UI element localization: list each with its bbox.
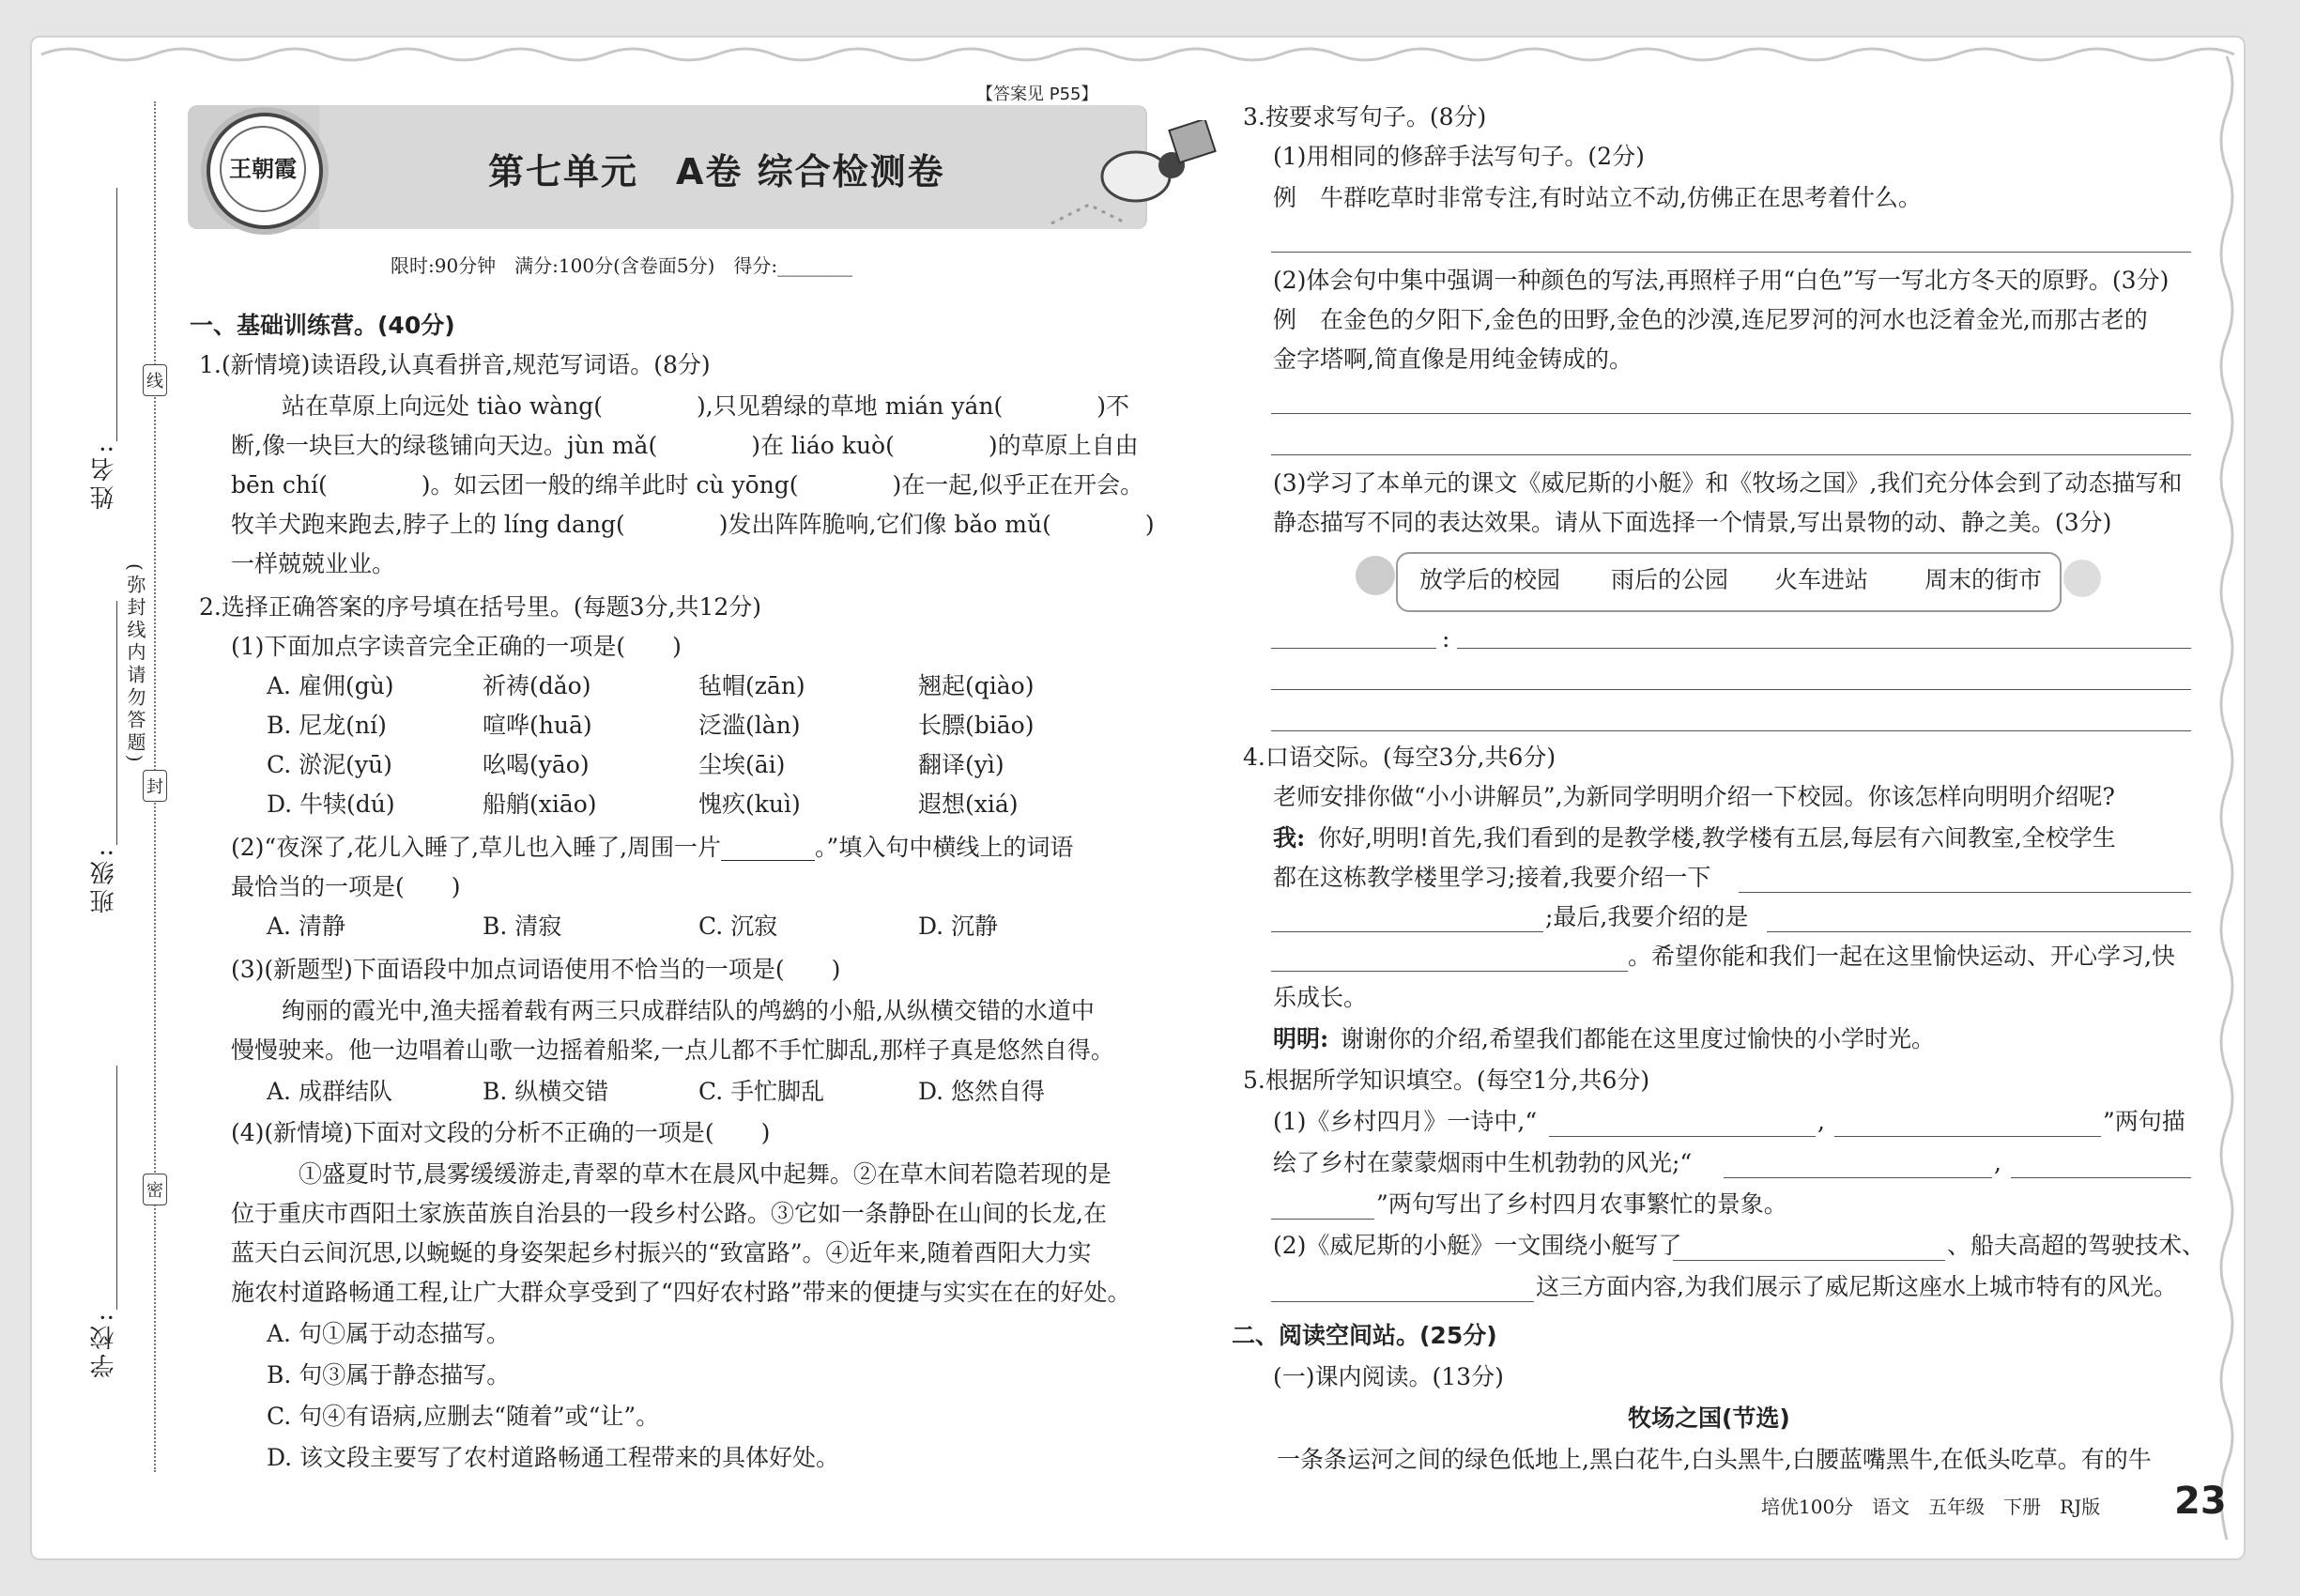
q4-me-1: 你好,明明!首先,我们看到的是教学楼,教学楼有五层,每层有六间教室,全校学生 xyxy=(1318,824,2116,852)
q2-3-stem: (3)(新题型)下面语段中加点词语使用不恰当的一项是( ) xyxy=(231,956,841,983)
q4-me-4: 。希望你能和我们一起在这里愉快运动、开心学习,快 xyxy=(1628,943,2175,970)
q3-title: 3.按要求写句子。(8分) xyxy=(1243,103,1487,130)
q5-2-c: 这三方面内容,为我们展示了威尼斯这座水上城市特有的风光。 xyxy=(1536,1273,2177,1300)
section-1-heading: 一、基础训练营。(40分) xyxy=(190,312,455,339)
q2-3-option-d: D. 悠然自得 xyxy=(918,1078,1046,1105)
q5-blank-1[interactable] xyxy=(1549,1136,1816,1137)
q2-4-option-d: D. 该文段主要写了农村道路畅通工程带来的具体好处。 xyxy=(267,1444,840,1471)
school-field[interactable] xyxy=(116,1066,117,1310)
q3-3-stem-1: (3)学习了本单元的课文《威尼斯的小艇》和《牧场之国》,我们充分体会到了动态描写和 xyxy=(1273,469,2183,497)
name-label: 姓名: xyxy=(90,441,118,510)
q3-2-answer-line-1[interactable] xyxy=(1271,413,2191,414)
q5-1-b: , xyxy=(1817,1108,1825,1135)
seal-mark-2: 封 xyxy=(143,770,167,802)
publisher-logo xyxy=(207,113,323,229)
q2-4-option-c: C. 句④有语病,应删去“随着”或“让”。 xyxy=(267,1403,660,1430)
q2-4-option-b: B. 句③属于静态描写。 xyxy=(267,1361,511,1389)
school-label: 学校: xyxy=(90,1310,118,1378)
q3-1-answer-line[interactable] xyxy=(1271,252,2191,253)
q3-1-example: 例 牛群吃草时非常专注,有时站立不动,仿佛正在思考着什么。 xyxy=(1273,184,1922,211)
class-field[interactable] xyxy=(116,601,117,845)
q2-2-option-d: D. 沉静 xyxy=(918,913,999,940)
q4-blank-2-cont[interactable] xyxy=(1271,971,1628,972)
q4-prompt: 老师安排你做“小小讲解员”,为新同学明明介绍一下校园。你该怎样向明明介绍呢? xyxy=(1273,783,2115,810)
q5-1-d: 绘了乡村在蒙蒙烟雨中生机勃勃的风光;“ xyxy=(1273,1149,1693,1176)
q3-2-example-2: 金字塔啊,简直像是用纯金铸成的。 xyxy=(1273,345,1633,373)
q1-line-5: 一样兢兢业业。 xyxy=(231,550,396,577)
q3-3-colon: : xyxy=(1442,625,1450,652)
q4-me-label: 我: xyxy=(1273,824,1306,852)
q2-2-option-c: C. 沉寂 xyxy=(698,913,778,940)
q5-1-c: ”两句描 xyxy=(2103,1108,2185,1135)
q5-2-a: (2)《威尼斯的小艇》一文围绕小艇写了 xyxy=(1273,1232,1682,1259)
q5-blank-6[interactable] xyxy=(1271,1301,1534,1302)
q3-3-stem-2: 静态描写不同的表达效果。请从下面选择一个情景,写出景物的动、静之美。(3分) xyxy=(1273,509,2112,536)
q2-1-option: 长膘(biāo) xyxy=(918,712,1035,739)
seal-mark-3: 密 xyxy=(143,1174,167,1205)
q5-2-b: 、船夫高超的驾驶技术、 xyxy=(1947,1232,2206,1259)
section-2-heading: 二、阅读空间站。(25分) xyxy=(1232,1322,1497,1349)
q2-title: 2.选择正确答案的序号填在括号里。(每题3分,共12分) xyxy=(199,593,762,621)
q2-1-option: A. 雇佣(gù) xyxy=(267,672,394,699)
q2-3-passage-2: 慢慢驶来。他一边唱着山歌一边摇着船桨,一点儿都不手忙脚乱,那样子真是悠然自得。 xyxy=(231,1036,1114,1064)
q2-4-passage-3: 蓝天白云间沉思,以蜿蜒的身姿架起乡村振兴的“致富路”。④近年来,随着酉阳大力实 xyxy=(231,1239,1092,1266)
q2-1-option: C. 淤泥(yū) xyxy=(267,751,392,778)
scene-choice-2[interactable]: 雨后的公园 xyxy=(1611,566,1729,593)
q3-2-answer-line-2[interactable] xyxy=(1271,454,2191,455)
q2-1-option: 吆喝(yāo) xyxy=(483,751,590,778)
q1-line-4: 牧羊犬跑来跑去,脖子上的 líng dang( )发出阵阵脆响,它们像 bǎo mǔ( ) xyxy=(231,511,1155,538)
q5-blank-5[interactable] xyxy=(1673,1260,1945,1261)
q3-3-answer-line-2[interactable] xyxy=(1271,689,2191,690)
q2-4-option-a: A. 句①属于动态描写。 xyxy=(267,1320,510,1347)
q1-title: 1.(新情境)读语段,认真看拼音,规范写词语。(8分) xyxy=(199,351,711,378)
q4-mingming-reply: 谢谢你的介绍,希望我们都能在这里度过愉快的小学时光。 xyxy=(1341,1025,1935,1052)
q2-3-option-a: A. 成群结队 xyxy=(267,1078,392,1105)
q5-blank-4[interactable] xyxy=(2011,1177,2191,1178)
binding-notice: (弥封线内请勿答题) xyxy=(124,563,146,766)
sun-icon xyxy=(1356,556,1395,595)
q3-3-answer-line-1[interactable] xyxy=(1457,648,2191,649)
q2-1-option: 愧疚(kuì) xyxy=(698,790,801,818)
q2-1-option: 翘起(qiào) xyxy=(918,672,1035,699)
scene-choice-1[interactable]: 放学后的校园 xyxy=(1419,566,1561,593)
q3-2-stem: (2)体会句中集中强调一种颜色的写法,再照样子用“白色”写一写北方冬天的原野。(3分) xyxy=(1273,267,2170,294)
q2-1-option: 祈祷(dǎo) xyxy=(483,672,591,699)
q2-2-stem-cont: 最恰当的一项是( ) xyxy=(231,873,461,900)
q4-mingming-label: 明明: xyxy=(1273,1025,1329,1052)
q2-3-passage-1: 绚丽的霞光中,渔夫摇着载有两三只成群结队的鸬鹚的小船,从纵横交错的水道中 xyxy=(282,997,1095,1024)
q4-blank-2[interactable] xyxy=(1767,931,2191,932)
reading-paragraph-1: 一条条运河之间的绿色低地上,黑白花牛,白头黑牛,白腰蓝嘴黑牛,在低头吃草。有的牛 xyxy=(1277,1446,2152,1473)
q5-blank-3[interactable] xyxy=(1724,1177,1992,1178)
page-title: 第七单元 A卷 综合检测卷 xyxy=(488,151,945,192)
q4-blank-1[interactable] xyxy=(1739,892,2191,893)
footer-info: 培优100分 语文 五年级 下册 RJ版 xyxy=(1761,1496,2101,1518)
answer-reference: 【答案见 P55】 xyxy=(976,84,1098,104)
q4-blank-1-cont[interactable] xyxy=(1271,931,1543,932)
exam-meta: 限时:90分钟 满分:100分(含卷面5分) 得分:________ xyxy=(391,254,853,277)
scene-choice-4[interactable]: 周末的街市 xyxy=(1924,566,2043,593)
reading-title: 牧场之国(节选) xyxy=(1628,1404,1790,1432)
q2-3-option-c: C. 手忙脚乱 xyxy=(698,1078,825,1105)
q2-1-option: D. 牛犊(dú) xyxy=(267,790,395,818)
exam-header xyxy=(188,105,1147,229)
q5-1-f: ”两句写出了乡村四月农事繁忙的景象。 xyxy=(1376,1190,1787,1218)
cartoon-sheep-icon xyxy=(1033,120,1230,233)
moon-icon xyxy=(2063,560,2101,597)
q2-4-passage-2: 位于重庆市酉阳土家族苗族自治县的一段乡村公路。③它如一条静卧在山间的长龙,在 xyxy=(231,1200,1107,1227)
scene-choice-3[interactable]: 火车进站 xyxy=(1774,566,1869,593)
q2-1-option: 尘埃(āi) xyxy=(698,751,786,778)
q1-line-3: bēn chí( )。如云团一般的绵羊此时 cù yōng( )在一起,似乎正在开会。 xyxy=(231,471,1144,499)
q5-title: 5.根据所学知识填空。(每空1分,共6分) xyxy=(1243,1067,1650,1094)
q2-1-option: B. 尼龙(ní) xyxy=(267,712,387,739)
section-2-part-1: (一)课内阅读。(13分) xyxy=(1273,1363,1504,1390)
page-number: 23 xyxy=(2174,1480,2227,1523)
q2-2-option-b: B. 清寂 xyxy=(483,913,562,940)
q2-1-option: 翻译(yì) xyxy=(918,751,1004,778)
q2-1-option: 毡帽(zān) xyxy=(698,672,805,699)
q1-line-2: 断,像一块巨大的绿毯铺向天边。jùn mǎ( )在 liáo kuò( )的草原上自由 xyxy=(231,432,1139,459)
q2-1-option: 遐想(xiá) xyxy=(918,790,1019,818)
q5-blank-4-cont[interactable] xyxy=(1271,1219,1374,1220)
q4-me-2: 都在这栋教学楼里学习;接着,我要介绍一下 xyxy=(1273,864,1711,891)
q4-title: 4.口语交际。(每空3分,共6分) xyxy=(1243,744,1556,771)
q2-1-stem: (1)下面加点字读音完全正确的一项是( ) xyxy=(231,633,682,660)
q4-me-3: ;最后,我要介绍的是 xyxy=(1545,903,1749,930)
q3-2-example-1: 例 在金色的夕阳下,金色的田野,金色的沙漠,连尼罗河的河水也泛着金光,而那古老的 xyxy=(1273,306,2148,333)
q2-2-option-a: A. 清静 xyxy=(267,913,345,940)
q2-3-option-b: B. 纵横交错 xyxy=(483,1078,609,1105)
q3-1-stem: (1)用相同的修辞手法写句子。(2分) xyxy=(1273,143,1645,170)
seal-mark-1: 线 xyxy=(143,364,167,396)
q4-me-5: 乐成长。 xyxy=(1273,984,1368,1011)
q2-4-stem: (4)(新情境)下面对文段的分析不正确的一项是( ) xyxy=(231,1119,771,1146)
q3-3-answer-line-3[interactable] xyxy=(1271,730,2191,731)
logo-text: 王朝霞 xyxy=(220,126,306,212)
q2-2-stem: (2)“夜深了,花儿入睡了,草儿也入睡了,周围一片________。”填入句中横线上的词语 xyxy=(231,834,1074,861)
class-label: 班级: xyxy=(90,845,118,913)
q3-3-scene-blank[interactable] xyxy=(1271,648,1436,649)
q5-1-e: , xyxy=(1994,1149,2001,1176)
q2-4-passage-1: ①盛夏时节,晨雾缓缓游走,青翠的草木在晨风中起舞。②在草木间若隐若现的是 xyxy=(299,1160,1112,1188)
q2-1-option: 喧哗(huā) xyxy=(483,712,592,739)
q5-1-a: (1)《乡村四月》一诗中,“ xyxy=(1273,1108,1538,1135)
q2-4-passage-4: 施农村道路畅通工程,让广大群众享受到了“四好农村路”带来的便捷与实实在在的好处。 xyxy=(231,1279,1131,1306)
q5-blank-2[interactable] xyxy=(1834,1136,2101,1137)
name-field[interactable] xyxy=(116,188,117,441)
q2-1-option: 船艄(xiāo) xyxy=(483,790,597,818)
q1-line-1: 站在草原上向远处 tiào wàng( ),只见碧绿的草地 mián yán( )不 xyxy=(282,392,1129,420)
q2-1-option: 泛滥(làn) xyxy=(698,712,801,739)
